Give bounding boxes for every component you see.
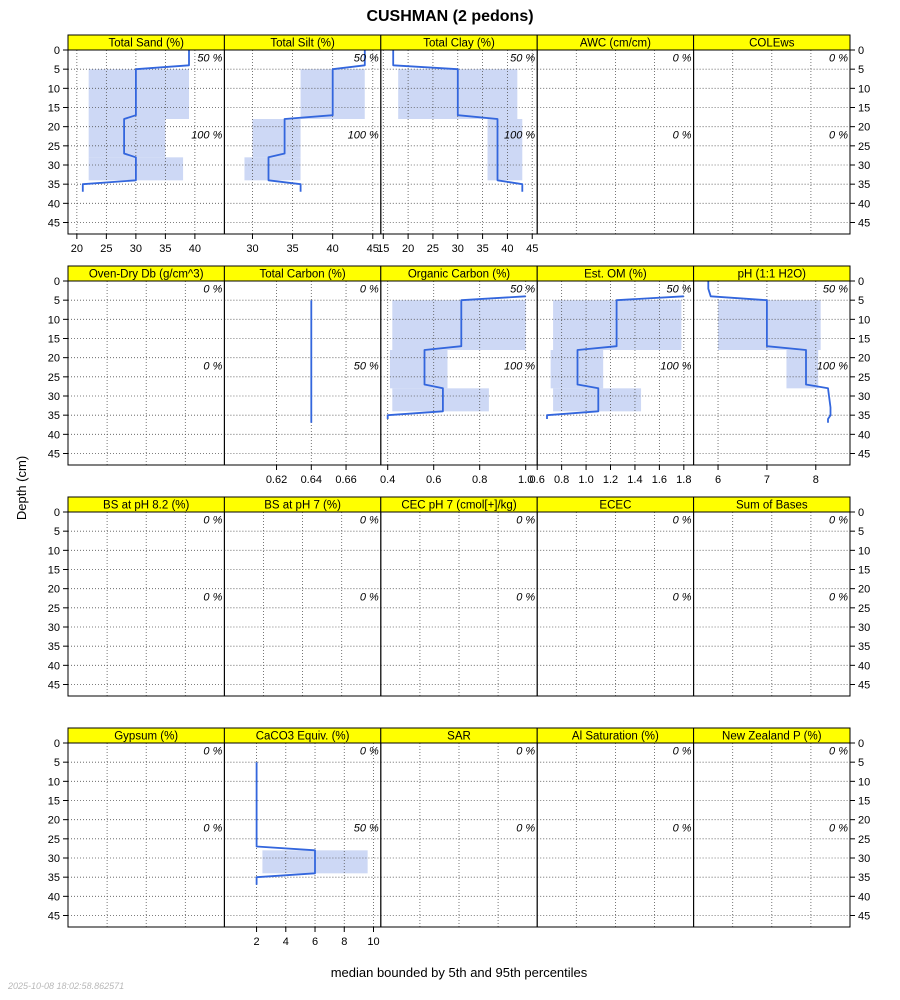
x-axis-tick-label: 20	[401, 243, 415, 255]
y-axis-tick-label-right: 5	[858, 64, 865, 77]
y-axis-tick-label-left: 0	[53, 45, 60, 57]
panel-strip-label: BS at pH 8.2 (%)	[103, 499, 190, 512]
panel	[694, 497, 850, 696]
y-axis-tick-label-right: 20	[858, 583, 871, 596]
panel-strip-label: Sum of Bases	[736, 499, 808, 512]
x-axis-tick-label: 45	[526, 243, 539, 255]
y-axis-tick-label-left: 40	[47, 660, 60, 673]
y-axis-tick-label-right: 15	[858, 333, 871, 346]
y-axis-tick-label-right: 35	[858, 179, 871, 192]
x-axis-tick-label: 30	[451, 243, 464, 255]
sample-percent-annotation: 0 %	[829, 514, 848, 527]
panel	[68, 35, 224, 255]
y-axis-tick-label-right: 25	[858, 833, 871, 846]
panel	[537, 728, 693, 927]
y-axis-tick-label-left: 25	[47, 371, 60, 384]
y-axis-tick-label-left: 35	[47, 410, 60, 423]
y-axis-tick-label-right: 10	[858, 545, 871, 558]
y-axis-tick-label-right: 30	[858, 160, 871, 172]
y-axis-tick-label-right: 40	[858, 198, 871, 211]
x-axis-tick-label: 2	[253, 936, 260, 948]
y-axis-tick-label-left: 0	[53, 276, 60, 288]
y-axis-tick-label-left: 35	[47, 641, 60, 654]
sample-percent-annotation: 0 %	[359, 745, 379, 758]
sample-percent-annotation: 0 %	[672, 52, 692, 65]
panel-strip-label: New Zealand P (%)	[722, 730, 822, 743]
x-axis-tick-label: 0.8	[472, 474, 488, 486]
panel-strip-label: Total Clay (%)	[423, 37, 495, 50]
y-axis-tick-label-left: 20	[47, 814, 60, 827]
panel-strip-label: Organic Carbon (%)	[407, 268, 511, 281]
panel	[694, 35, 850, 234]
x-axis-tick-label: 0.62	[265, 474, 288, 486]
y-axis-tick-label-left: 35	[47, 872, 60, 885]
panel-strip-label: ECEC	[599, 499, 632, 512]
y-axis-tick-label-left: 25	[47, 602, 60, 615]
panel-strip-label: Total Sand (%)	[108, 37, 184, 50]
panel	[68, 497, 224, 696]
timestamp-label: 2025-10-08 18:02:58.862571	[8, 981, 125, 991]
y-axis-tick-label-right: 5	[858, 295, 865, 308]
y-axis-tick-label-left: 10	[47, 83, 60, 96]
sample-percent-annotation: 50 %	[510, 283, 536, 296]
y-axis-tick-label-left: 45	[47, 679, 60, 692]
y-axis-tick-label-right: 35	[858, 641, 871, 654]
x-axis-tick-label: 0.6	[426, 474, 442, 486]
x-axis-tick-label: 1.8	[676, 474, 692, 486]
panel	[381, 497, 537, 696]
panel	[224, 35, 380, 255]
y-axis-tick-label-left: 25	[47, 140, 60, 153]
sample-percent-annotation: 50 %	[666, 283, 692, 296]
y-axis-tick-label-right: 45	[858, 679, 871, 692]
y-axis-tick-label-left: 45	[47, 217, 60, 230]
panel	[224, 728, 380, 948]
panel	[537, 497, 693, 696]
panel	[381, 728, 537, 927]
y-axis-tick-label-right: 30	[858, 391, 871, 403]
sample-percent-annotation: 0 %	[203, 745, 223, 758]
x-axis-tick-label: 20	[70, 243, 83, 255]
y-axis-tick-label-right: 0	[858, 276, 865, 288]
y-axis-tick-label-left: 15	[47, 102, 60, 115]
panel	[537, 35, 693, 234]
y-axis-tick-label-right: 40	[858, 891, 871, 904]
y-axis-tick-label-left: 40	[47, 891, 60, 904]
x-axis-tick-label: 1.4	[627, 474, 643, 486]
y-axis-tick-label-left: 15	[47, 564, 60, 577]
sample-percent-annotation: 100 %	[503, 129, 536, 142]
panel-row	[48, 728, 871, 948]
panel-row	[48, 35, 871, 255]
sample-percent-annotation: 0 %	[359, 283, 379, 296]
y-axis-tick-label-right: 35	[858, 410, 871, 423]
panel-strip-label: Total Silt (%)	[270, 37, 335, 50]
panel-strip-label: BS at pH 7 (%)	[264, 499, 341, 512]
y-axis-tick-label-right: 5	[858, 757, 865, 770]
percentile-band	[392, 300, 525, 350]
y-axis-tick-label-left: 40	[47, 198, 60, 211]
y-axis-tick-label-right: 20	[858, 352, 871, 365]
y-axis-tick-label-left: 10	[47, 545, 60, 558]
x-axis-tick-label: 0.66	[335, 474, 357, 486]
sample-percent-annotation: 50 %	[353, 52, 379, 65]
sample-percent-annotation: 0 %	[516, 745, 536, 758]
x-axis-tick-label: 7	[763, 474, 770, 486]
y-axis-tick-label-right: 45	[858, 910, 871, 923]
sample-percent-annotation: 0 %	[203, 360, 223, 373]
y-axis-tick-label-left: 30	[47, 853, 60, 865]
percentile-band	[252, 119, 300, 157]
y-axis-tick-label-right: 40	[858, 429, 871, 442]
panel-strip-label: AWC (cm/cm)	[579, 37, 651, 50]
sample-percent-annotation: 100 %	[347, 129, 379, 142]
sample-percent-annotation: 100 %	[503, 360, 536, 373]
y-axis-tick-label-right: 35	[858, 872, 871, 885]
sample-percent-annotation: 100 %	[660, 360, 692, 373]
sample-percent-annotation: 0 %	[359, 514, 379, 527]
x-axis-tick-label: 35	[159, 243, 172, 255]
y-axis-label: Depth (cm)	[14, 455, 29, 521]
y-axis-tick-label-right: 25	[858, 140, 871, 153]
y-axis-tick-label-right: 0	[858, 507, 865, 519]
x-axis-tick-label: 1.6	[651, 474, 668, 486]
y-axis-tick-label-left: 25	[47, 833, 60, 846]
x-axis-tick-label: 30	[246, 243, 259, 255]
panel-row	[48, 266, 871, 486]
panel-row	[48, 497, 871, 696]
x-axis-tick-label: 25	[426, 243, 440, 255]
y-axis-tick-label-right: 0	[858, 45, 865, 57]
y-axis-tick-label-left: 5	[53, 64, 60, 77]
sample-percent-annotation: 0 %	[516, 514, 536, 527]
sample-percent-annotation: 100 %	[816, 360, 848, 373]
panel	[377, 35, 538, 255]
percentile-band	[244, 157, 300, 180]
x-axis-tick-label: 30	[129, 243, 142, 255]
percentile-band	[553, 388, 641, 411]
panel-strip-label: Est. OM (%)	[584, 268, 647, 281]
y-axis-tick-label-left: 30	[47, 622, 60, 634]
sample-percent-annotation: 0 %	[359, 591, 379, 604]
panel	[694, 266, 850, 486]
sample-percent-annotation: 0 %	[203, 283, 223, 296]
y-axis-tick-label-right: 25	[858, 371, 871, 384]
x-axis-tick-label: 8	[812, 474, 819, 486]
sample-percent-annotation: 0 %	[516, 591, 536, 604]
panel	[224, 266, 380, 486]
x-axis-tick-label: 40	[326, 243, 339, 255]
panel-border	[224, 281, 380, 465]
panel	[380, 266, 537, 486]
sample-percent-annotation: 0 %	[672, 514, 692, 527]
x-axis-tick-label: 35	[286, 243, 299, 255]
sample-percent-annotation: 50 %	[353, 822, 379, 835]
percentile-band	[392, 388, 489, 411]
y-axis-tick-label-right: 0	[858, 738, 865, 750]
x-axis-tick-label: 1.2	[602, 474, 619, 486]
x-axis-tick-label: 1.0	[578, 474, 594, 486]
y-axis-tick-label-left: 35	[47, 179, 60, 192]
y-axis-tick-label-left: 0	[53, 507, 60, 519]
sample-percent-annotation: 100 %	[191, 129, 223, 142]
y-axis-tick-label-left: 30	[47, 160, 60, 172]
sample-percent-annotation: 50 %	[353, 360, 379, 373]
x-axis-tick-label: 10	[367, 936, 380, 948]
panel-border	[224, 743, 380, 927]
chart-title: CUSHMAN (2 pedons)	[366, 8, 534, 25]
x-axis-tick-label: 0.4	[380, 474, 396, 486]
sample-percent-annotation: 50 %	[197, 52, 223, 65]
sample-percent-annotation: 0 %	[516, 822, 536, 835]
sample-percent-annotation: 0 %	[672, 591, 692, 604]
panel-strip-label: Gypsum (%)	[114, 730, 179, 743]
x-axis-tick-label: 4	[282, 936, 289, 948]
sample-percent-annotation: 0 %	[672, 129, 692, 142]
sample-percent-annotation: 0 %	[829, 129, 848, 142]
panel-strip-label: Total Carbon (%)	[259, 268, 346, 281]
y-axis-tick-label-right: 25	[858, 602, 871, 615]
y-axis-tick-label-left: 0	[53, 738, 60, 750]
x-axis-label: median bounded by 5th and 95th percentiles	[330, 965, 588, 980]
y-axis-tick-label-right: 30	[858, 622, 871, 634]
y-axis-tick-label-right: 20	[858, 814, 871, 827]
sample-percent-annotation: 0 %	[203, 514, 223, 527]
sample-percent-annotation: 0 %	[672, 822, 692, 835]
panel	[224, 497, 380, 696]
sample-percent-annotation: 0 %	[672, 745, 692, 758]
percentile-band	[718, 300, 821, 350]
y-axis-tick-label-right: 15	[858, 564, 871, 577]
x-axis-tick-label: 8	[341, 936, 348, 948]
x-axis-tick-label: 40	[188, 243, 202, 255]
panel-strip-label: CaCO3 Equiv. (%)	[255, 730, 350, 743]
y-axis-tick-label-right: 10	[858, 83, 871, 96]
y-axis-tick-label-left: 20	[47, 352, 60, 365]
panel-grid	[48, 35, 871, 948]
panel-strip-label: CEC pH 7 (cmol[+]/kg)	[401, 499, 517, 512]
y-axis-tick-label-left: 5	[53, 526, 60, 539]
y-axis-tick-label-right: 30	[858, 853, 871, 865]
panel-strip-label: SAR	[447, 730, 471, 743]
x-axis-tick-label: 0.64	[300, 474, 322, 486]
sample-percent-annotation: 0 %	[829, 591, 848, 604]
sample-percent-annotation: 0 %	[203, 822, 223, 835]
y-axis-tick-label-left: 10	[47, 314, 60, 327]
y-axis-tick-label-left: 15	[47, 333, 60, 346]
percentile-band	[488, 119, 523, 180]
x-axis-tick-label: 15	[377, 243, 390, 255]
y-axis-tick-label-right: 15	[858, 102, 871, 115]
x-axis-tick-label: 25	[100, 243, 113, 255]
x-axis-tick-label: 6	[311, 936, 319, 948]
y-axis-tick-label-right: 15	[858, 795, 871, 808]
sample-percent-annotation: 50 %	[822, 283, 848, 296]
panel	[530, 266, 694, 486]
x-axis-tick-label: 40	[501, 243, 514, 255]
sample-percent-annotation: 50 %	[510, 52, 536, 65]
sample-percent-annotation: 0 %	[829, 822, 848, 835]
y-axis-tick-label-right: 40	[858, 660, 871, 673]
y-axis-tick-label-left: 30	[47, 391, 60, 403]
y-axis-tick-label-left: 10	[47, 776, 60, 789]
y-axis-tick-label-left: 15	[47, 795, 60, 808]
y-axis-tick-label-right: 45	[858, 448, 871, 461]
y-axis-tick-label-left: 5	[53, 295, 60, 308]
x-axis-tick-label: 45	[366, 243, 379, 255]
sample-percent-annotation: 0 %	[203, 591, 223, 604]
y-axis-tick-label-left: 20	[47, 121, 60, 134]
panel	[68, 266, 224, 465]
sample-percent-annotation: 0 %	[829, 745, 848, 758]
panel-strip-label: pH (1:1 H2O)	[737, 268, 806, 281]
percentile-band	[390, 350, 448, 388]
panel	[68, 728, 224, 927]
panel	[694, 728, 850, 927]
x-axis-tick-label: 0.8	[553, 474, 570, 486]
y-axis-tick-label-right: 20	[858, 121, 871, 134]
percentile-band	[786, 350, 818, 388]
panel-strip-label: COLEws	[749, 37, 795, 50]
y-axis-tick-label-right: 10	[858, 314, 871, 327]
panel-strip-label: Oven-Dry Db (g/cm^3)	[88, 268, 204, 281]
y-axis-tick-label-right: 5	[858, 526, 865, 539]
x-axis-tick-label: 1.0	[518, 474, 534, 486]
x-axis-tick-label: 35	[476, 243, 489, 255]
percentile-band	[89, 69, 189, 119]
y-axis-tick-label-right: 10	[858, 776, 871, 789]
panel-strip-label: Al Saturation (%)	[571, 730, 659, 743]
y-axis-tick-label-left: 45	[47, 448, 60, 461]
y-axis-tick-label-left: 45	[47, 910, 60, 923]
percentile-band	[89, 119, 166, 157]
y-axis-tick-label-left: 40	[47, 429, 60, 442]
sample-percent-annotation: 0 %	[829, 52, 848, 65]
y-axis-tick-label-right: 45	[858, 217, 871, 230]
x-axis-tick-label: 6	[714, 474, 722, 486]
y-axis-tick-label-left: 5	[53, 757, 60, 770]
x-axis-tick-label: 0.6	[529, 474, 545, 486]
y-axis-tick-label-left: 20	[47, 583, 60, 596]
